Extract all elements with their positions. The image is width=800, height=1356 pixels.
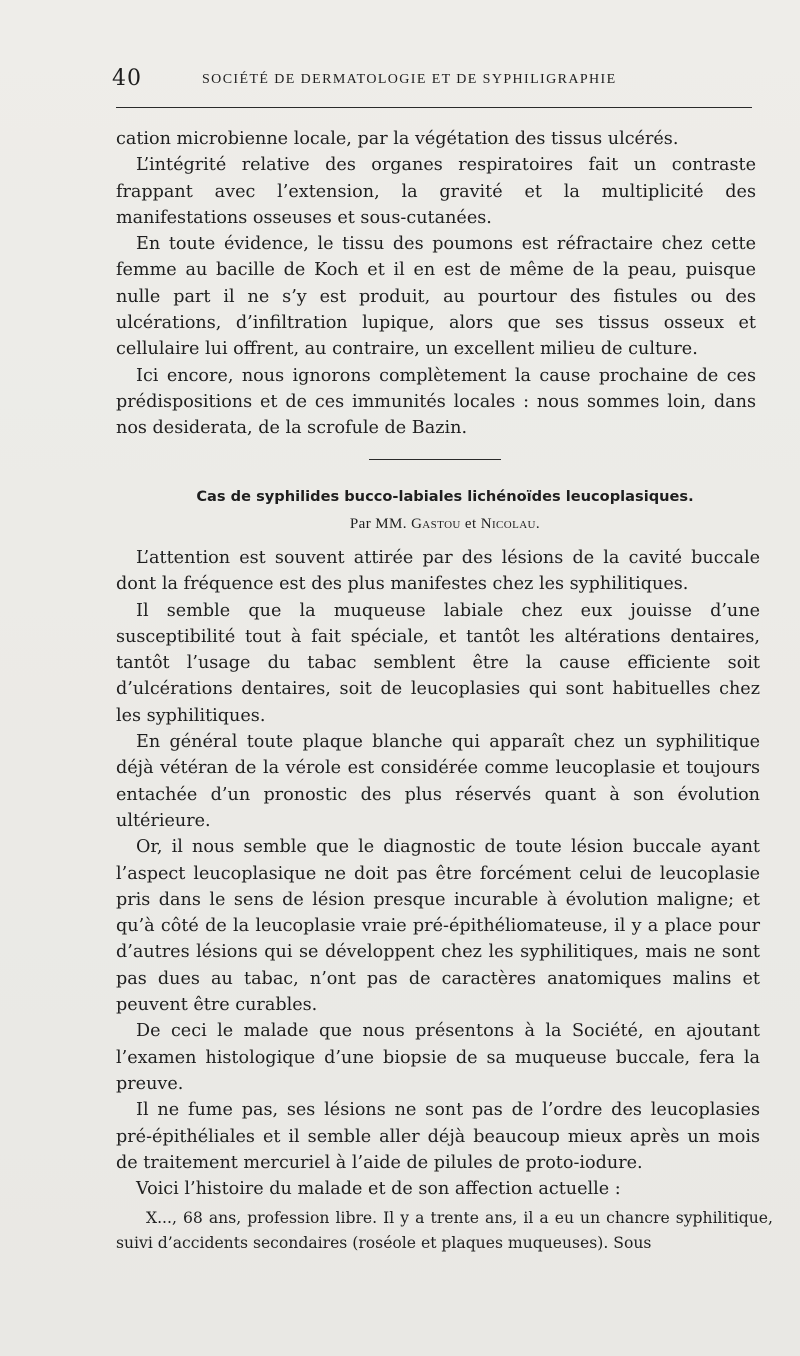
paragraph: Or, il nous semble que le diagnostic de toute lésion buccale ayant l’aspect leucoplasique ne doit pas être forcément celui de leucoplasie pris dans le sens de lésion presque incurable à évolution maligne; et qu’à côté de la leucoplasie vraie pré-épithéliomateuse, il y a place pour d’autres lésions qui se développent chez les syphilitiques, mais ne sont pas dues au tabac, n’ont pas de caractères anatomiques malins et peuvent être curables. [116, 837, 760, 1016]
case-paragraph: X..., 68 ans, profession libre. Il y a trente ans, il a eu un chancre syphilitique, suivi d’accidents secondaires (roséole et plaques muqueuses). Sous [116, 1209, 773, 1252]
section-separator [369, 459, 501, 460]
section-title: Cas de syphilides bucco-labiales lichénoïdes leucoplasiques. [196, 488, 694, 505]
previous-article-text [116, 126, 756, 442]
paragraph: cation microbienne locale, par la végétation des tissus ulcérés. [116, 129, 679, 149]
paragraph: Ici encore, nous ignorons complètement la cause prochaine de ces prédispositions et de ces immunités locales : nous sommes loin, dans nos desiderata, de la scrofule de Bazin. [116, 365, 756, 439]
authors-prefix: Par MM. [349, 516, 407, 532]
author-conjunction: et [464, 516, 477, 532]
paragraph: Il semble que la muqueuse labiale chez eux jouisse d’une susceptibilité tout à fait spéciale, et tantôt les altérations dentaires, tantôt l’usage du tabac semblent être la cause efficiente soit d’ulcérations dentaires, soit de leucoplasies qui sont habituelles chez les syphilitiques. [116, 600, 760, 726]
header-rule [116, 107, 752, 108]
paragraph: L’intégrité relative des organes respiratoires fait un contraste frappant avec l’extension, la gravité et la multiplicité des manifestations osseuses et sous-cutanées. [116, 155, 756, 228]
paragraph: En toute évidence, le tissu des poumons est réfractaire chez cette femme au bacille de Koch et il en est de même de la peau, puisque nulle part il ne s’y est produit, au pourtour des fistules ou des ulcérations, d’infiltration lupique, alors que ses tissus osseux et cellulaire lui offrent, au contraire, un excellent milieu de culture. [116, 234, 756, 360]
running-head [112, 66, 752, 102]
section-authors [100, 516, 790, 533]
case-report [116, 1206, 773, 1255]
paragraph: Voici l’histoire du malade et de son affection actuelle : [136, 1179, 621, 1200]
author-name: Nicolau. [480, 516, 541, 532]
paragraph: L’attention est souvent attirée par des lésions de la cavité buccale dont la fréquence est des plus manifestes chez les syphilitiques. [116, 548, 760, 595]
paragraph: Il ne fume pas, ses lésions ne sont pas de l’ordre des leucoplasies pré-épithéliales et il semble aller déjà beaucoup mieux après un mois de traitement mercuriel à l’aide de pilules de proto-iodure. [116, 1100, 760, 1173]
article-body [116, 545, 760, 1202]
paragraph: De ceci le malade que nous présentons à la Société, en ajoutant l’examen histologique d’une biopsie de sa muqueuse buccale, fera la preuve. [116, 1021, 760, 1094]
paragraph: En général toute plaque blanche qui apparaît chez un syphilitique déjà vétéran de la vérole est considérée comme leucoplasie et toujours entachée d’un pronostic des plus réservés quant à son évolution ultérieure. [116, 732, 760, 831]
page-number: 40 [112, 66, 142, 91]
running-title: SOCIÉTÉ DE DERMATOLOGIE ET DE SYPHILIGRAPHIE [202, 72, 617, 87]
author-name: Gastou [411, 516, 461, 532]
